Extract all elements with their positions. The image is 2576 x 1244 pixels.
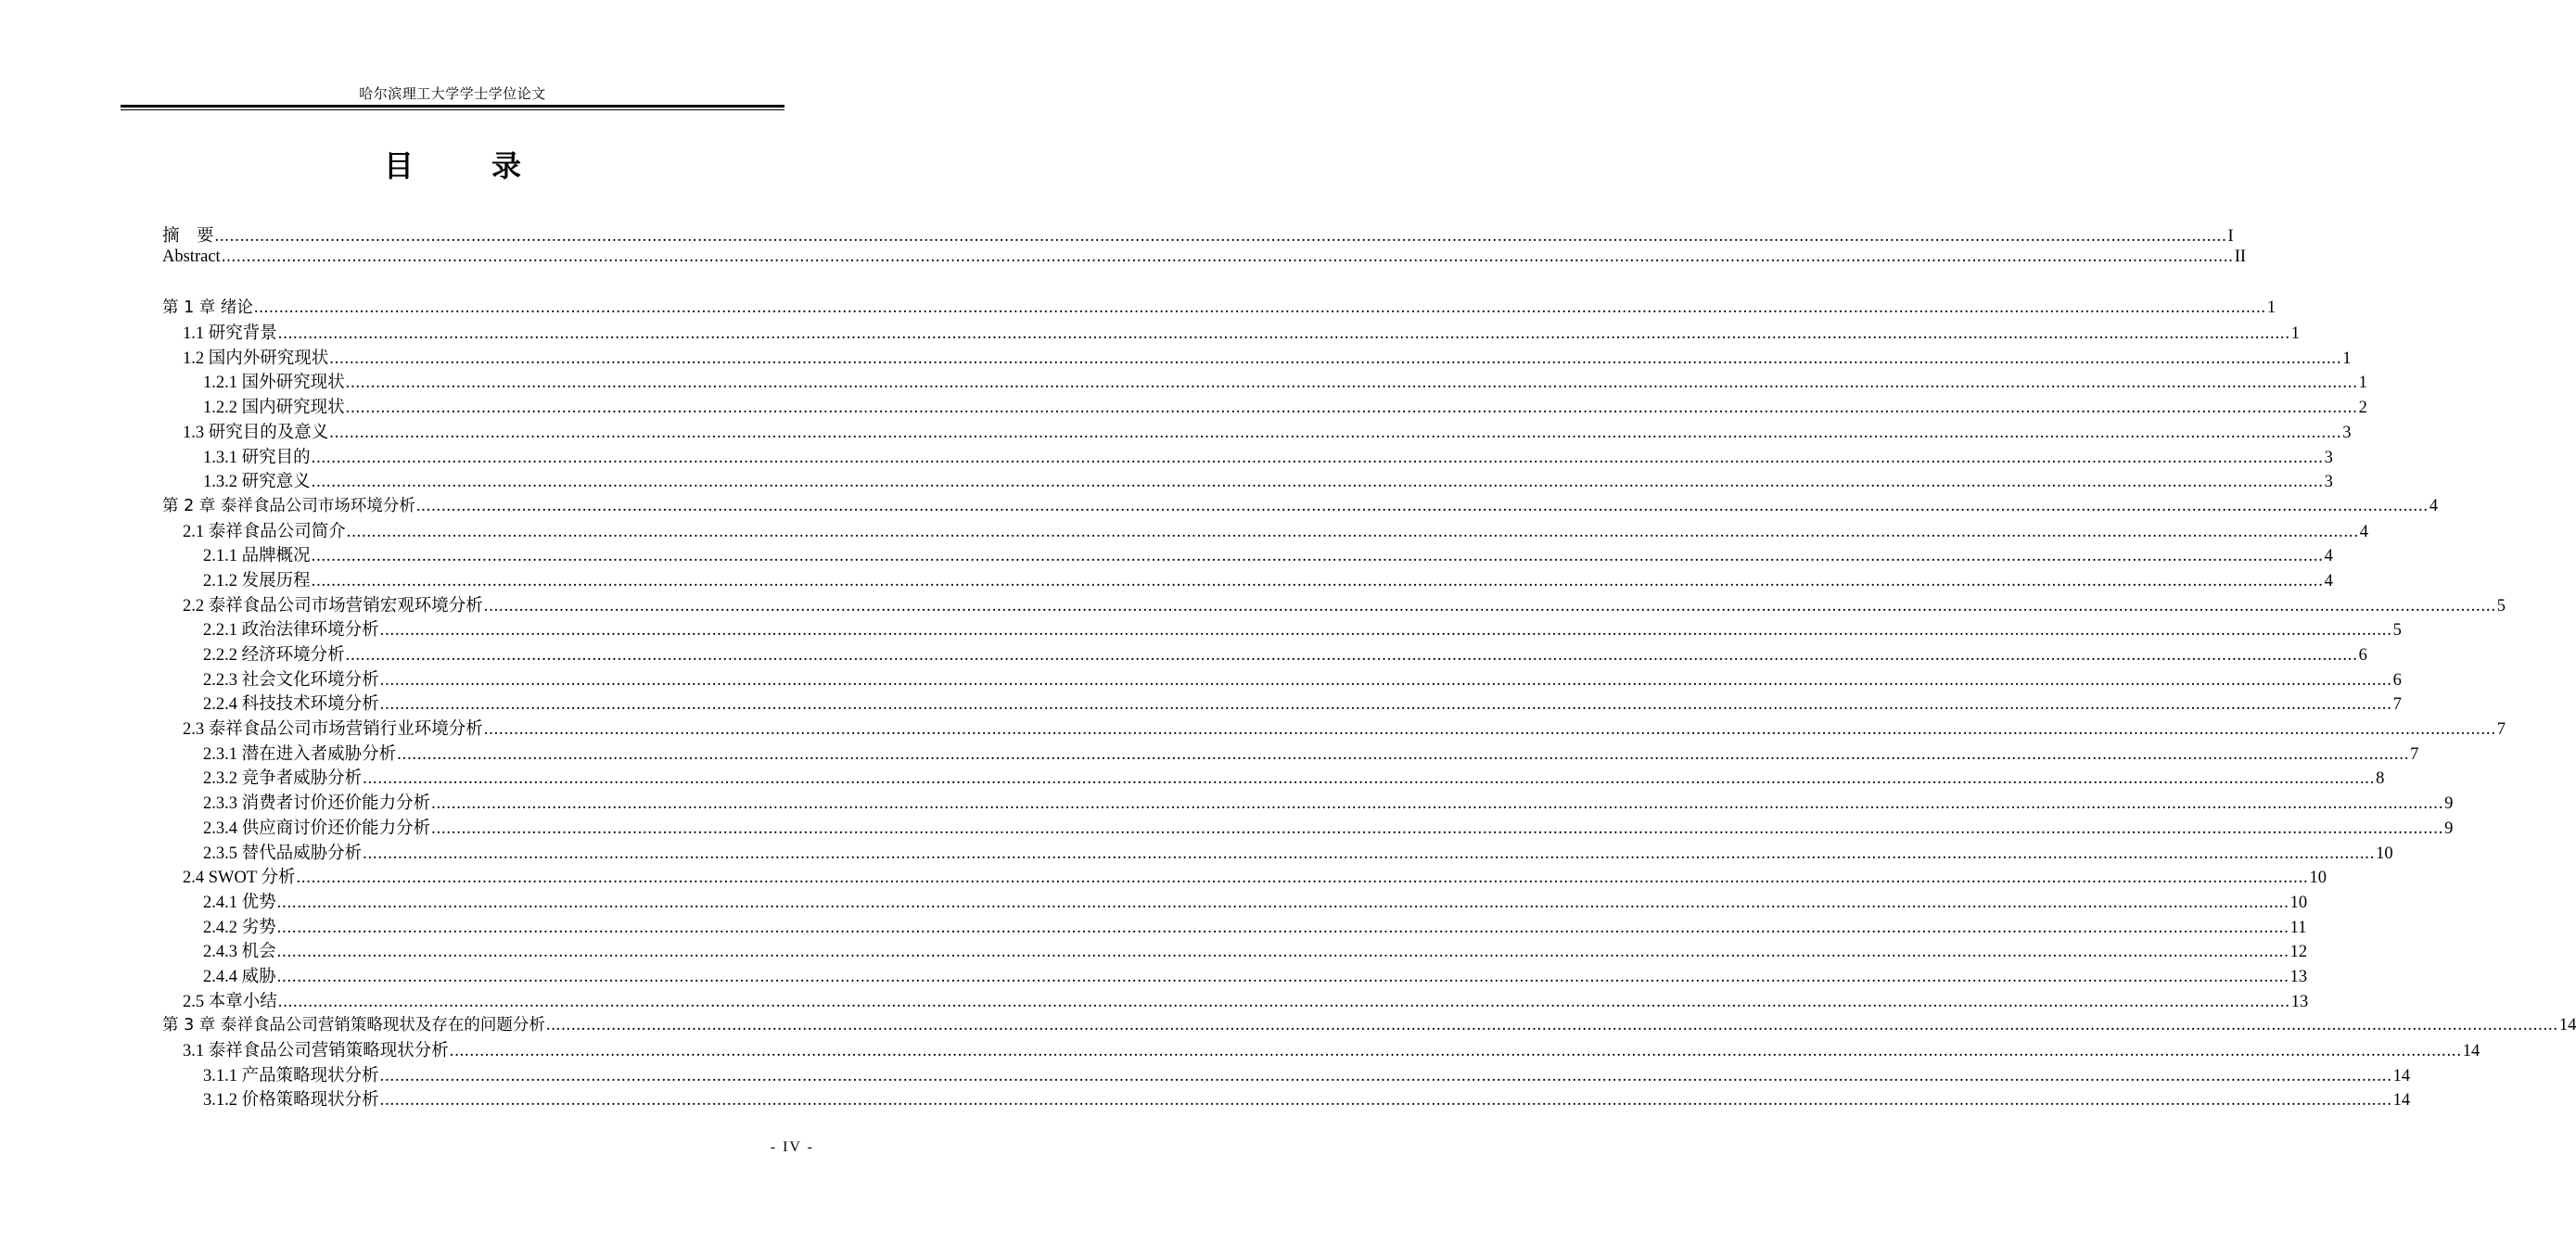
toc-entry-page: 13 — [2290, 992, 2309, 1011]
toc-entry-label: 2.2.3 社会文化环境分析 — [203, 670, 379, 690]
toc-entry[interactable] — [162, 518, 2369, 543]
toc-entry-label: 1.2.1 国外研究现状 — [203, 374, 345, 393]
toc-entry-label: 2.4.3 机会 — [203, 943, 276, 962]
toc-entry[interactable] — [162, 369, 2367, 394]
toc-entry-page: 1 — [2290, 324, 2301, 344]
toc-entry-page: 9 — [2444, 819, 2454, 838]
toc-title: 目 录 — [383, 148, 545, 184]
toc-entry-label: 2.3.5 替代品威胁分析 — [203, 844, 363, 863]
toc-entry[interactable] — [162, 345, 2352, 370]
toc-entry[interactable] — [162, 716, 2506, 741]
toc-entry-label: 1.3 研究目的及意义 — [183, 423, 329, 442]
toc-entry[interactable] — [162, 988, 2309, 1013]
header-rule-thick — [121, 105, 784, 108]
toc-entry-page: 13 — [2289, 967, 2308, 986]
toc-entry-label: 3.1.2 价格策略现状分析 — [203, 1091, 379, 1111]
toc-leader-dots: ................................................................................................................................................................................................................................................................................................................................................................................................................ — [483, 720, 2496, 740]
toc-entry-label: 2.3 泰祥食品公司市场营销行业环境分析 — [183, 720, 483, 740]
toc-entry-page: 12 — [2289, 943, 2308, 962]
toc-entry-label: 第 2 章 泰祥食品公司市场环境分析 — [162, 496, 415, 515]
toc-entry-page: 1 — [2342, 349, 2352, 368]
toc-entry-label: 1.2 国内外研究现状 — [183, 349, 329, 368]
toc-entry-label: 1.3.2 研究意义 — [203, 473, 311, 492]
toc-entry-page: 10 — [2309, 869, 2327, 888]
toc-entry[interactable] — [162, 889, 2308, 914]
toc-leader-dots: ................................................................................................................................................................................................................................................................................................................................................................................................................ — [345, 374, 2358, 393]
toc-entry-label: 2.1.2 发展历程 — [203, 571, 311, 590]
toc-entry-page: 3 — [2342, 423, 2352, 442]
toc-entry-label: Abstract — [162, 247, 221, 266]
toc-entry-label: 2.4.2 劣势 — [203, 918, 276, 937]
toc-leader-dots: ................................................................................................................................................................................................................................................................................................................................................................................................................ — [449, 1042, 2462, 1060]
toc-entry-label: 2.4.4 威胁 — [203, 967, 276, 986]
toc-leader-dots: ................................................................................................................................................................................................................................................................................................................................................................................................................ — [545, 1016, 2558, 1035]
toc-entry-page: 4 — [2429, 496, 2439, 515]
toc-leader-dots: ................................................................................................................................................................................................................................................................................................................................................................................................................ — [363, 844, 2376, 863]
toc-leader-dots: ................................................................................................................................................................................................................................................................................................................................................................................................................ — [379, 695, 2392, 715]
toc-entry-page: 14 — [2462, 1042, 2480, 1060]
toc-leader-dots: ................................................................................................................................................................................................................................................................................................................................................................................................................ — [346, 522, 2359, 541]
toc-entry-page: 7 — [2496, 720, 2506, 740]
toc-entry-label: 2.4 SWOT 分析 — [183, 869, 296, 888]
toc-entry-label: 2.1.1 品牌概况 — [203, 547, 311, 566]
toc-leader-dots: ................................................................................................................................................................................................................................................................................................................................................................................................................ — [379, 1091, 2392, 1111]
toc-entry-page: 9 — [2444, 794, 2454, 814]
toc-leader-dots: ................................................................................................................................................................................................................................................................................................................................................................................................................ — [276, 893, 2289, 912]
toc-entry-label: 2.3.3 消费者讨价还价能力分析 — [203, 794, 431, 814]
toc-entry-label: 1.1 研究背景 — [183, 324, 277, 344]
toc-leader-dots: ................................................................................................................................................................................................................................................................................................................................................................................................................ — [311, 473, 2324, 492]
toc-entry[interactable] — [162, 691, 2402, 716]
toc-entry-page: 7 — [2410, 744, 2419, 764]
toc-entry[interactable] — [162, 567, 2333, 592]
toc-entry-page: 6 — [2392, 670, 2402, 690]
toc-entry[interactable] — [162, 468, 2333, 493]
toc-entry-page: 10 — [2376, 844, 2393, 863]
toc-entry-label: 3.1 泰祥食品公司营销策略现状分析 — [183, 1042, 449, 1060]
toc-entry-page: 10 — [2289, 893, 2308, 912]
toc-entry-page: 1 — [2358, 374, 2367, 393]
toc-leader-dots: ................................................................................................................................................................................................................................................................................................................................................................................................................ — [214, 227, 2227, 246]
toc-entry-page: 4 — [2324, 547, 2333, 566]
toc-entry-label: 2.2.1 政治法律环境分析 — [203, 621, 379, 641]
toc-entry-page: 4 — [2324, 571, 2333, 590]
toc-leader-dots: ................................................................................................................................................................................................................................................................................................................................................................................................................ — [329, 423, 2342, 442]
toc-entry-page: 3 — [2324, 448, 2333, 467]
toc-leader-dots: ................................................................................................................................................................................................................................................................................................................................................................................................................ — [221, 247, 2234, 266]
toc-leader-dots: ................................................................................................................................................................................................................................................................................................................................................................................................................ — [311, 571, 2324, 590]
toc-leader-dots: ................................................................................................................................................................................................................................................................................................................................................................................................................ — [276, 967, 2289, 986]
toc-entry-page: 5 — [2496, 596, 2506, 616]
toc-entry[interactable] — [162, 641, 2367, 666]
toc-entry[interactable] — [162, 741, 2419, 766]
toc-entry-page: 1 — [2266, 298, 2276, 318]
toc-entry-label: 2.3.4 供应商讨价还价能力分析 — [203, 819, 431, 838]
toc-entry-page: 3 — [2324, 473, 2333, 492]
toc-leader-dots: ................................................................................................................................................................................................................................................................................................................................................................................................................ — [379, 621, 2392, 641]
header-rule-thin — [121, 109, 784, 110]
toc-entry-label: 1.2.2 国内研究现状 — [203, 399, 345, 418]
toc-leader-dots: ................................................................................................................................................................................................................................................................................................................................................................................................................ — [379, 1066, 2392, 1085]
toc-entry-page: 7 — [2392, 695, 2402, 715]
toc-leader-dots: ................................................................................................................................................................................................................................................................................................................................................................................................................ — [311, 448, 2324, 467]
toc-entry[interactable] — [162, 864, 2327, 889]
toc-entry-label: 2.1 泰祥食品公司简介 — [183, 522, 346, 541]
toc-entry-page: 5 — [2392, 621, 2402, 641]
toc-entry-page: II — [2234, 247, 2247, 266]
toc-entry-page: 11 — [2289, 918, 2307, 937]
toc-entry[interactable] — [162, 542, 2333, 567]
toc-entry-label: 3.1.1 产品策略现状分析 — [203, 1066, 379, 1085]
toc-entry[interactable] — [162, 1086, 2411, 1111]
toc-entry[interactable] — [162, 815, 2454, 840]
toc-entry-page: 2 — [2358, 399, 2367, 418]
toc-entry-label: 2.2.2 经济环境分析 — [203, 646, 345, 665]
toc-entry-label: 2.2 泰祥食品公司市场营销宏观环境分析 — [183, 596, 483, 616]
toc-leader-dots: ................................................................................................................................................................................................................................................................................................................................................................................................................ — [277, 324, 2290, 344]
toc-leader-dots: ................................................................................................................................................................................................................................................................................................................................................................................................................ — [329, 349, 2342, 368]
toc-entry[interactable] — [162, 1062, 2411, 1087]
toc-entry[interactable] — [162, 840, 2393, 865]
toc-entry[interactable] — [162, 616, 2402, 641]
toc-leader-dots: ................................................................................................................................................................................................................................................................................................................................................................................................................ — [311, 547, 2324, 566]
toc-entry[interactable] — [162, 320, 2301, 345]
toc-entry-label: 摘 要 — [162, 227, 214, 246]
toc-entry[interactable] — [162, 914, 2307, 939]
toc-entry-label: 2.2.4 科技技术环境分析 — [203, 695, 379, 715]
toc-entry[interactable] — [162, 444, 2333, 469]
toc-leader-dots: ................................................................................................................................................................................................................................................................................................................................................................................................................ — [379, 670, 2392, 690]
toc-leader-dots: ................................................................................................................................................................................................................................................................................................................................................................................................................ — [431, 819, 2444, 838]
page-number: - IV - — [770, 1139, 814, 1155]
toc-leader-dots: ................................................................................................................................................................................................................................................................................................................................................................................................................ — [296, 869, 2309, 888]
toc-leader-dots: ................................................................................................................................................................................................................................................................................................................................................................................................................ — [397, 744, 2410, 764]
toc-entry-label: 第 1 章 绪论 — [162, 298, 253, 318]
toc-entry[interactable] — [162, 963, 2308, 988]
toc-entry-label: 2.3.2 竞争者威胁分析 — [203, 769, 363, 789]
running-header: 哈尔滨理工大学学士学位论文 — [359, 85, 546, 102]
toc-entry[interactable] — [162, 394, 2367, 419]
toc-leader-dots: ................................................................................................................................................................................................................................................................................................................................................................................................................ — [276, 918, 2289, 937]
toc-leader-dots: ................................................................................................................................................................................................................................................................................................................................................................................................................ — [253, 298, 2266, 318]
toc-leader-dots: ................................................................................................................................................................................................................................................................................................................................................................................................................ — [363, 769, 2376, 789]
toc-entry[interactable] — [162, 666, 2402, 692]
toc-entry-label: 1.3.1 研究目的 — [203, 448, 311, 467]
toc-entry-page: 14 — [2558, 1016, 2576, 1035]
toc-entry-label: 2.4.1 优势 — [203, 893, 276, 912]
toc-leader-dots: ................................................................................................................................................................................................................................................................................................................................................................................................................ — [277, 992, 2290, 1011]
toc-leader-dots: ................................................................................................................................................................................................................................................................................................................................................................................................................ — [345, 399, 2358, 418]
toc-entry[interactable] — [162, 1012, 2576, 1037]
toc-entry[interactable] — [162, 938, 2308, 963]
toc-entry-page: I — [2227, 227, 2234, 246]
toc-entry-page: 6 — [2358, 646, 2367, 665]
toc-entry-page: 8 — [2376, 769, 2385, 789]
toc-entry[interactable] — [162, 295, 2276, 320]
toc-leader-dots: ................................................................................................................................................................................................................................................................................................................................................................................................................ — [431, 794, 2444, 814]
toc-entry[interactable] — [162, 247, 2247, 273]
toc-leader-dots: ................................................................................................................................................................................................................................................................................................................................................................................................................ — [415, 496, 2429, 515]
toc-leader-dots: ................................................................................................................................................................................................................................................................................................................................................................................................................ — [345, 646, 2358, 665]
toc-entry[interactable] — [162, 1037, 2480, 1062]
toc-entry-page: 14 — [2392, 1091, 2411, 1111]
toc-entry-label: 第 3 章 泰祥食品公司营销策略现状及存在的问题分析 — [162, 1016, 545, 1035]
toc-entry-label: 2.5 本章小结 — [183, 992, 277, 1011]
toc-entry[interactable] — [162, 790, 2454, 815]
toc-entry-page: 4 — [2359, 522, 2369, 541]
toc-entry[interactable] — [162, 419, 2352, 444]
toc-entry-label: 2.3.1 潜在进入者威胁分析 — [203, 744, 397, 764]
toc-entry[interactable] — [162, 765, 2385, 790]
toc-entry[interactable] — [162, 222, 2234, 248]
toc-entry-page: 14 — [2392, 1066, 2411, 1085]
toc-entry[interactable] — [162, 493, 2439, 518]
toc-entry[interactable] — [162, 592, 2506, 617]
toc-leader-dots: ................................................................................................................................................................................................................................................................................................................................................................................................................ — [483, 596, 2496, 616]
table-of-contents — [162, 222, 2576, 1111]
toc-leader-dots: ................................................................................................................................................................................................................................................................................................................................................................................................................ — [276, 943, 2289, 962]
